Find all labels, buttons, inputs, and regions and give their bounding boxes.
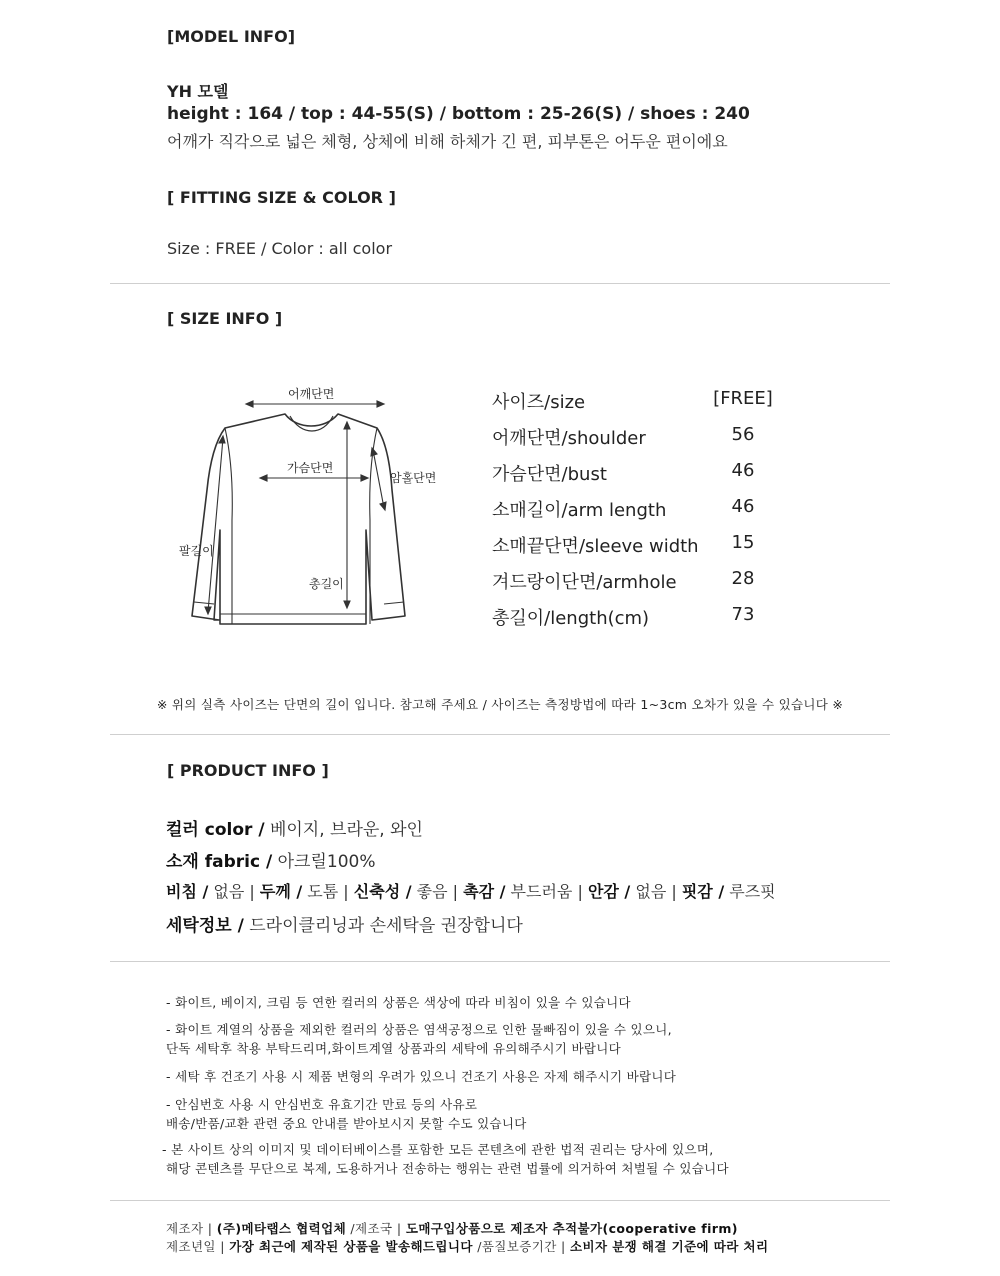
size-row-label: 총길이/length(cm) [492, 608, 650, 629]
product-fabric-line [166, 847, 376, 872]
notice-line: 해당 콘텐츠를 무단으로 복제, 도용하거나 전송하는 행위는 관련 법률에 의거하여 처벌될 수 있습니다 [166, 1161, 729, 1176]
notice-line: - 화이트 계열의 상품을 제외한 컬러의 상품은 염색공정으로 인한 물빠짐이 있을 수 있으니, [166, 1022, 672, 1037]
footer-label: /제조국 | [346, 1221, 406, 1236]
footer-value: 가장 최근에 제작된 상품을 발송해드립니다 [229, 1239, 473, 1254]
size-row-label: 소매길이/arm length [492, 500, 667, 521]
model-description: 어깨가 직각으로 넓은 체형, 상체에 비해 하체가 긴 편, 피부톤은 어두운 편이에요 [167, 132, 728, 151]
attr-value: 없음 | [208, 882, 260, 901]
diagram-label-shoulder: 어깨단면 [288, 387, 335, 401]
sweater-diagram [170, 380, 460, 640]
footer-value: 소비자 분쟁 해결 기준에 따라 처리 [570, 1239, 769, 1254]
size-row-value: 46 [731, 496, 755, 517]
attr-value: 베이지, 브라운, 와인 [264, 820, 423, 840]
attr-value: 부드러움 | [505, 882, 588, 901]
notice-line: - 세탁 후 건조기 사용 시 제품 변형의 우려가 있으니 건조기 사용은 자제 해주시기 바랍니다 [166, 1069, 677, 1084]
footer-maker-line [166, 1219, 738, 1237]
model-measurements: height : 164 / top : 44-55(S) / bottom : 25-26(S) / shoes : 240 [167, 104, 750, 124]
diagram-label-length: 총길이 [309, 577, 344, 591]
attr-key: 비침 / [166, 882, 209, 901]
divider [110, 961, 890, 962]
diagram-label-armhole: 암홀단면 [390, 471, 437, 485]
divider [110, 734, 890, 735]
sweater-outline [192, 414, 405, 624]
attr-value: 좋음 | [411, 882, 464, 901]
attr-key: 안감 / [587, 882, 631, 901]
size-row-label: 가슴단면/bust [492, 464, 607, 485]
model-info-heading: [MODEL INFO] [167, 27, 295, 46]
attr-key: 신축성 / [353, 882, 412, 901]
footer-date-line [166, 1237, 768, 1255]
size-row-value: 73 [731, 604, 755, 625]
fitting-text: Size : FREE / Color : all color [167, 239, 393, 258]
notice-line: 배송/반품/교환 관련 중요 안내를 받아보시지 못할 수도 있습니다 [166, 1116, 527, 1131]
diagram-label-arm: 팔길이 [179, 544, 214, 558]
attr-key: 촉감 / [463, 882, 506, 901]
attr-key: 소재 fabric / [166, 852, 273, 872]
divider [110, 283, 890, 284]
product-color-line [166, 815, 423, 840]
notice-line: - 화이트, 베이지, 크림 등 연한 컬러의 상품은 색상에 따라 비침이 있을 수 있습니다 [166, 995, 631, 1010]
footer-label: 제조년일 | [166, 1239, 230, 1254]
size-info-heading: [ SIZE INFO ] [167, 309, 283, 328]
size-row-label: 겨드랑이단면/armhole [492, 572, 677, 593]
notice-line: - 본 사이트 상의 이미지 및 데이터베이스를 포함한 모든 콘텐츠에 관한 법적 권리는 당사에 있으며, [162, 1142, 714, 1157]
attr-value: 없음 | [630, 882, 682, 901]
footer-label: 제조자 | [166, 1221, 217, 1236]
size-row-value: 28 [731, 568, 755, 589]
product-wash-line [166, 911, 523, 936]
notice-line: - 안심번호 사용 시 안심번호 유효기간 만료 등의 사유로 [166, 1097, 478, 1112]
size-row-value: 56 [731, 424, 755, 445]
footer-value: (주)메타랩스 협력업체 [216, 1221, 347, 1236]
fitting-heading: [ FITTING SIZE & COLOR ] [167, 188, 396, 207]
size-row-value: [FREE] [713, 388, 773, 409]
size-note: ※ 위의 실측 사이즈는 단면의 길이 입니다. 참고해 주세요 / 사이즈는 측정방법에 따라 1~3cm 오차가 있을 수 있습니다 ※ [156, 697, 844, 712]
size-row-label: 어깨단면/shoulder [492, 428, 646, 449]
product-attributes-line [166, 879, 776, 902]
attr-key: 컬러 color / [166, 820, 265, 840]
divider [110, 1200, 890, 1201]
diagram-label-bust: 가슴단면 [287, 461, 334, 475]
footer-label: /품질보증기간 | [472, 1239, 571, 1254]
size-row-value: 46 [731, 460, 755, 481]
attr-value: 아크릴100% [272, 852, 376, 872]
footer-value: 도매구입상품으로 제조자 추적불가(cooperative firm) [405, 1221, 738, 1236]
attr-key: 세탁정보 / [166, 916, 244, 936]
size-row-label: 소매끝단면/sleeve width [492, 536, 699, 557]
attr-value: 드라이클리닝과 손세탁을 권장합니다 [243, 916, 523, 936]
model-name: YH 모델 [167, 82, 229, 101]
size-row-value: 15 [731, 532, 755, 553]
notice-line: 단독 세탁후 착용 부탁드리며,화이트계열 상품과의 세탁에 유의해주시기 바랍니다 [166, 1041, 621, 1056]
attr-key: 두께 / [259, 882, 303, 901]
product-info-heading: [ PRODUCT INFO ] [167, 761, 329, 780]
attr-key: 핏감 / [681, 882, 725, 901]
attr-value: 도톰 | [302, 882, 354, 901]
size-row-label: 사이즈/size [492, 392, 586, 413]
attr-value: 루즈핏 [724, 882, 776, 901]
